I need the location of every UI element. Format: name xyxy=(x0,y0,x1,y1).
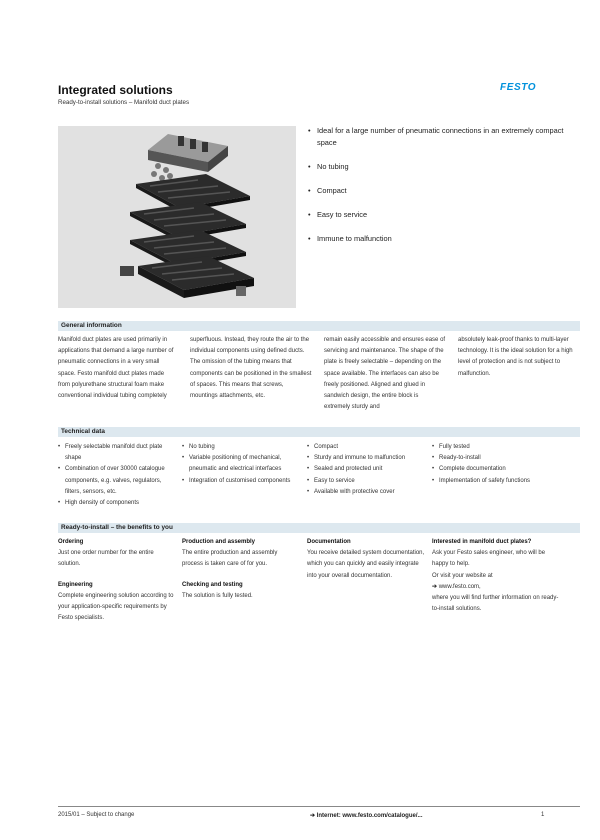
feature-item: • Compact xyxy=(308,185,568,197)
arrow-right-icon: ➔ xyxy=(310,813,317,819)
benefits-bar xyxy=(58,523,580,533)
documentation-text: You receive detailed system documentation, which you can quickly and easily integrate into your overall documentation. xyxy=(307,550,425,579)
footer-divider xyxy=(58,806,580,807)
technical-item: • Complete documentation xyxy=(432,464,572,475)
technical-item: • Ready-to-install xyxy=(432,453,572,464)
technical-list-2 xyxy=(182,442,302,487)
interest-text2: Or visit your website at xyxy=(432,572,493,579)
page-title: Integrated solutions xyxy=(58,83,173,97)
benefits-col2 xyxy=(182,537,300,602)
interest-title: Interested in manifold duct plates? xyxy=(432,539,532,545)
technical-item: • Compact xyxy=(307,442,427,453)
checking-title: Checking and testing xyxy=(182,581,243,588)
interest-text3: where you will find further information on ready-to-install solutions. xyxy=(432,595,559,613)
technical-data-heading: Technical data xyxy=(61,428,105,435)
arrow-right-icon: ➔ xyxy=(432,583,438,590)
general-info-heading: General information xyxy=(61,322,122,329)
ordering-title: Ordering xyxy=(58,539,84,545)
feature-item: • Easy to service xyxy=(308,209,568,221)
technical-item: • Easy to service xyxy=(307,476,427,487)
footer-date: 2015/01 – Subject to change xyxy=(58,812,135,818)
technical-data-bar xyxy=(58,427,580,437)
technical-item: • No tubing xyxy=(182,442,302,453)
engineering-title: Engineering xyxy=(58,581,93,588)
benefits-col3 xyxy=(307,537,425,582)
feature-list xyxy=(308,125,568,257)
technical-list-4 xyxy=(432,442,572,487)
ordering-text: Just one order number for the entire solution. xyxy=(58,550,154,568)
checking-text: The solution is fully tested. xyxy=(182,592,253,599)
feature-item: • Ideal for a large number of pneumatic connections in an extremely compact space xyxy=(308,125,568,149)
technical-item: • Sturdy and immune to malfunction xyxy=(307,453,427,464)
product-image xyxy=(58,126,296,308)
footer-internet-text[interactable]: Internet: www.festo.com/catalogue/... xyxy=(316,813,423,819)
technical-item: • Fully tested xyxy=(432,442,572,453)
footer-internet-link[interactable] xyxy=(310,812,423,819)
technical-list-1 xyxy=(58,442,176,509)
manifold-plates-illustration xyxy=(58,126,296,308)
production-text: The entire production and assembly process is taken care of for you. xyxy=(182,550,278,568)
website-link[interactable] xyxy=(432,582,562,593)
technical-item: • Freely selectable manifold duct plate shape xyxy=(58,442,176,464)
website-link-text[interactable]: www.festo.com, xyxy=(438,583,481,590)
feature-item: • No tubing xyxy=(308,161,568,173)
page-subtitle: Ready-to-install solutions – Manifold duct plates xyxy=(58,99,190,106)
technical-item: • Integration of customised components xyxy=(182,476,302,487)
interest-text1: Ask your Festo sales engineer, who will be happy to help. xyxy=(432,550,546,568)
technical-item: • Combination of over 30000 catalogue components, e.g. valves, regulators, filters, sensors, etc. xyxy=(58,464,176,498)
feature-item: • Immune to malfunction xyxy=(308,233,568,245)
technical-item: • Implementation of safety functions xyxy=(432,476,572,487)
benefits-col1 xyxy=(58,537,176,624)
benefits-col4 xyxy=(432,537,562,615)
general-info-col2: superfluous. Instead, they route the air to the individual components using defined ducts. The omission of the tubing means that components can be positioned in the smallest of spaces. This means that screws, mountings attachments, etc. xyxy=(190,337,312,400)
general-info-col4: absolutely leak-proof thanks to multi-layer technology. It is the ideal solution for a high level of protection and is not subject to malfunction. xyxy=(458,337,573,377)
technical-item: • Available with protective cover xyxy=(307,487,427,498)
festo-logo: FESTO xyxy=(500,82,537,93)
technical-item: • Sealed and protected unit xyxy=(307,464,427,475)
technical-item: • Variable positioning of mechanical, pneumatic and electrical interfaces xyxy=(182,453,302,475)
page-number: 1 xyxy=(541,812,545,818)
production-title: Production and assembly xyxy=(182,539,256,545)
general-info-bar xyxy=(58,321,580,331)
benefits-heading: Ready-to-install – the benefits to you xyxy=(61,524,173,531)
documentation-title: Documentation xyxy=(307,539,351,545)
general-info-col3: remain easily accessible and ensures ease of servicing and maintenance. The shape of the plate is freely selectable – depending on the space available. The interfaces can also be freely positioned. Aligned and glued in sandwich design, the entire block is extremely sturdy and xyxy=(324,337,446,411)
technical-list-3 xyxy=(307,442,427,498)
engineering-text: Complete engineering solution according to your application-specific requirements by Festo specialists. xyxy=(58,592,174,622)
general-info-col1: Manifold duct plates are used primarily in applications that demand a large number of pneumatic connections in a very small space. Festo manifold duct plates made from polyurethane structural foam make conventional individual tubing completely xyxy=(58,337,174,400)
technical-item: • High density of components xyxy=(58,498,176,509)
